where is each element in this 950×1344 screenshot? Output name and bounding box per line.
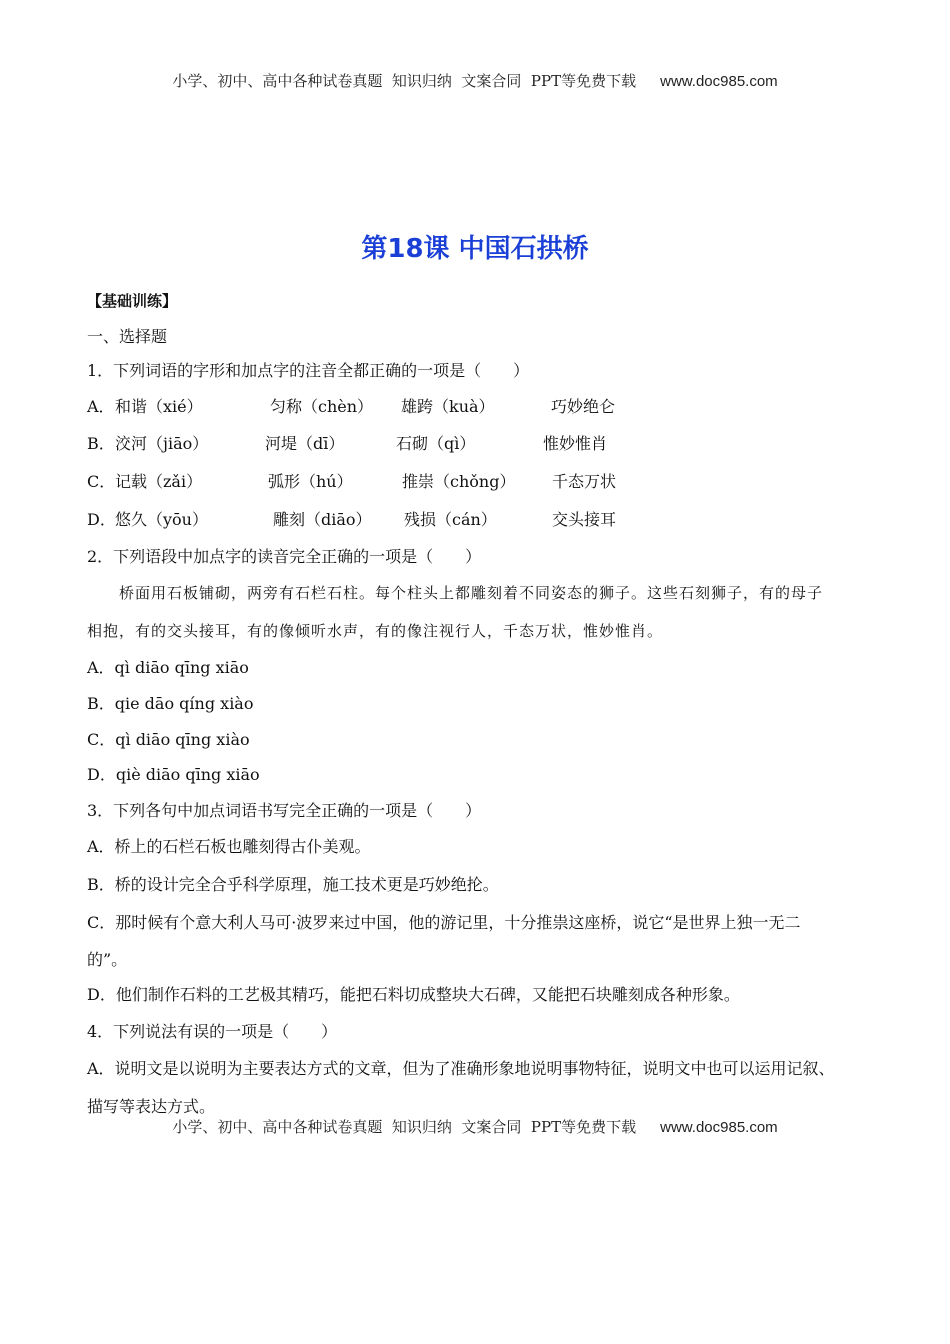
q3-stem: 3．下列各句中加点词语书写完全正确的一项是（ ） [87, 801, 482, 820]
option-word: 交头接耳 [552, 510, 617, 529]
q3-option-c-continued: 的”。 [87, 950, 128, 969]
option-word: 洨河（jiāo） [115, 434, 209, 453]
q2-option-a: A．qì diāo qīng xiāo [87, 658, 249, 677]
option-word: 雄跨（kuà） [401, 397, 495, 416]
q2-option-d: D．qiè diāo qīng xiāo [87, 765, 260, 784]
section-heading: 【基础训练】 [87, 292, 178, 310]
option-word: 匀称（chèn） [270, 397, 374, 416]
option-word: 记载（zǎi） [115, 472, 203, 491]
option-label: B． [87, 434, 115, 453]
q4-option-a: A．说明文是以说明为主要表达方式的文章，但为了准确形象地说明事物特征，说明文中也可以运用记叙、 [87, 1059, 835, 1078]
q2-option-c: C．qì diāo qīng xiào [87, 730, 250, 749]
option-word: 弧形（hú） [268, 472, 353, 491]
page-title: 第18课 中国石拱桥 [361, 234, 589, 264]
option-label: D． [87, 510, 116, 529]
page-footer [0, 1116, 950, 1137]
footer-site: www.doc985.com [660, 1119, 778, 1136]
option-word: 悠久（yōu） [115, 510, 208, 529]
part-heading: 一、选择题 [87, 327, 168, 346]
option-word: 千态万状 [552, 472, 617, 491]
q3-option-b: B．桥的设计完全合乎科学原理，施工技术更是巧妙绝抡。 [87, 875, 499, 894]
option-word: 残损（cán） [404, 510, 497, 529]
option-word: 惟妙惟肖 [543, 434, 608, 453]
q2-stem: 2．下列语段中加点字的读音完全正确的一项是（ ） [87, 547, 482, 566]
q1-stem: 1．下列词语的字形和加点字的注音全都正确的一项是（ ） [87, 361, 530, 380]
option-label: A． [87, 397, 115, 416]
option-word: 和谐（xié） [115, 397, 203, 416]
q2-passage-line-1: 桥面用石板铺砌，两旁有石栏石柱。每个柱头上都雕刻着不同姿态的狮子。这些石刻狮子，有的母子 [119, 584, 824, 602]
option-label: C． [87, 472, 116, 491]
option-word: 巧妙绝仑 [551, 397, 616, 416]
q3-option-d: D．他们制作石料的工艺极其精巧，能把石料切成整块大石碑，又能把石块雕刻成各种形象。 [87, 985, 740, 1004]
page-header [0, 70, 950, 91]
option-word: 推崇（chǒng） [402, 472, 516, 491]
q2-passage-line-2: 相抱，有的交头接耳，有的像倾听水声，有的像注视行人，千态万状，惟妙惟肖。 [87, 622, 664, 640]
footer-text: 小学、初中、高中各种试卷真题 知识归纳 文案合同 PPT等免费下载 [172, 1118, 637, 1136]
q4-stem: 4．下列说法有误的一项是（ ） [87, 1022, 338, 1041]
header-text: 小学、初中、高中各种试卷真题 知识归纳 文案合同 PPT等免费下载 [172, 72, 637, 90]
option-word: 雕刻（diāo） [273, 510, 372, 529]
option-word: 河堤（dī） [265, 434, 345, 453]
q3-option-a: A．桥上的石栏石板也雕刻得古仆美观。 [87, 837, 371, 856]
header-site: www.doc985.com [660, 73, 778, 90]
q2-option-b: B．qie dāo qíng xiào [87, 694, 254, 713]
option-word: 石砌（qì） [396, 434, 476, 453]
q4-option-a-continued: 描写等表达方式。 [87, 1097, 216, 1116]
q3-option-c: C．那时候有个意大利人马可·波罗来过中国，他的游记里，十分推祟这座桥，说它“是世界上独一无二 [87, 913, 801, 932]
